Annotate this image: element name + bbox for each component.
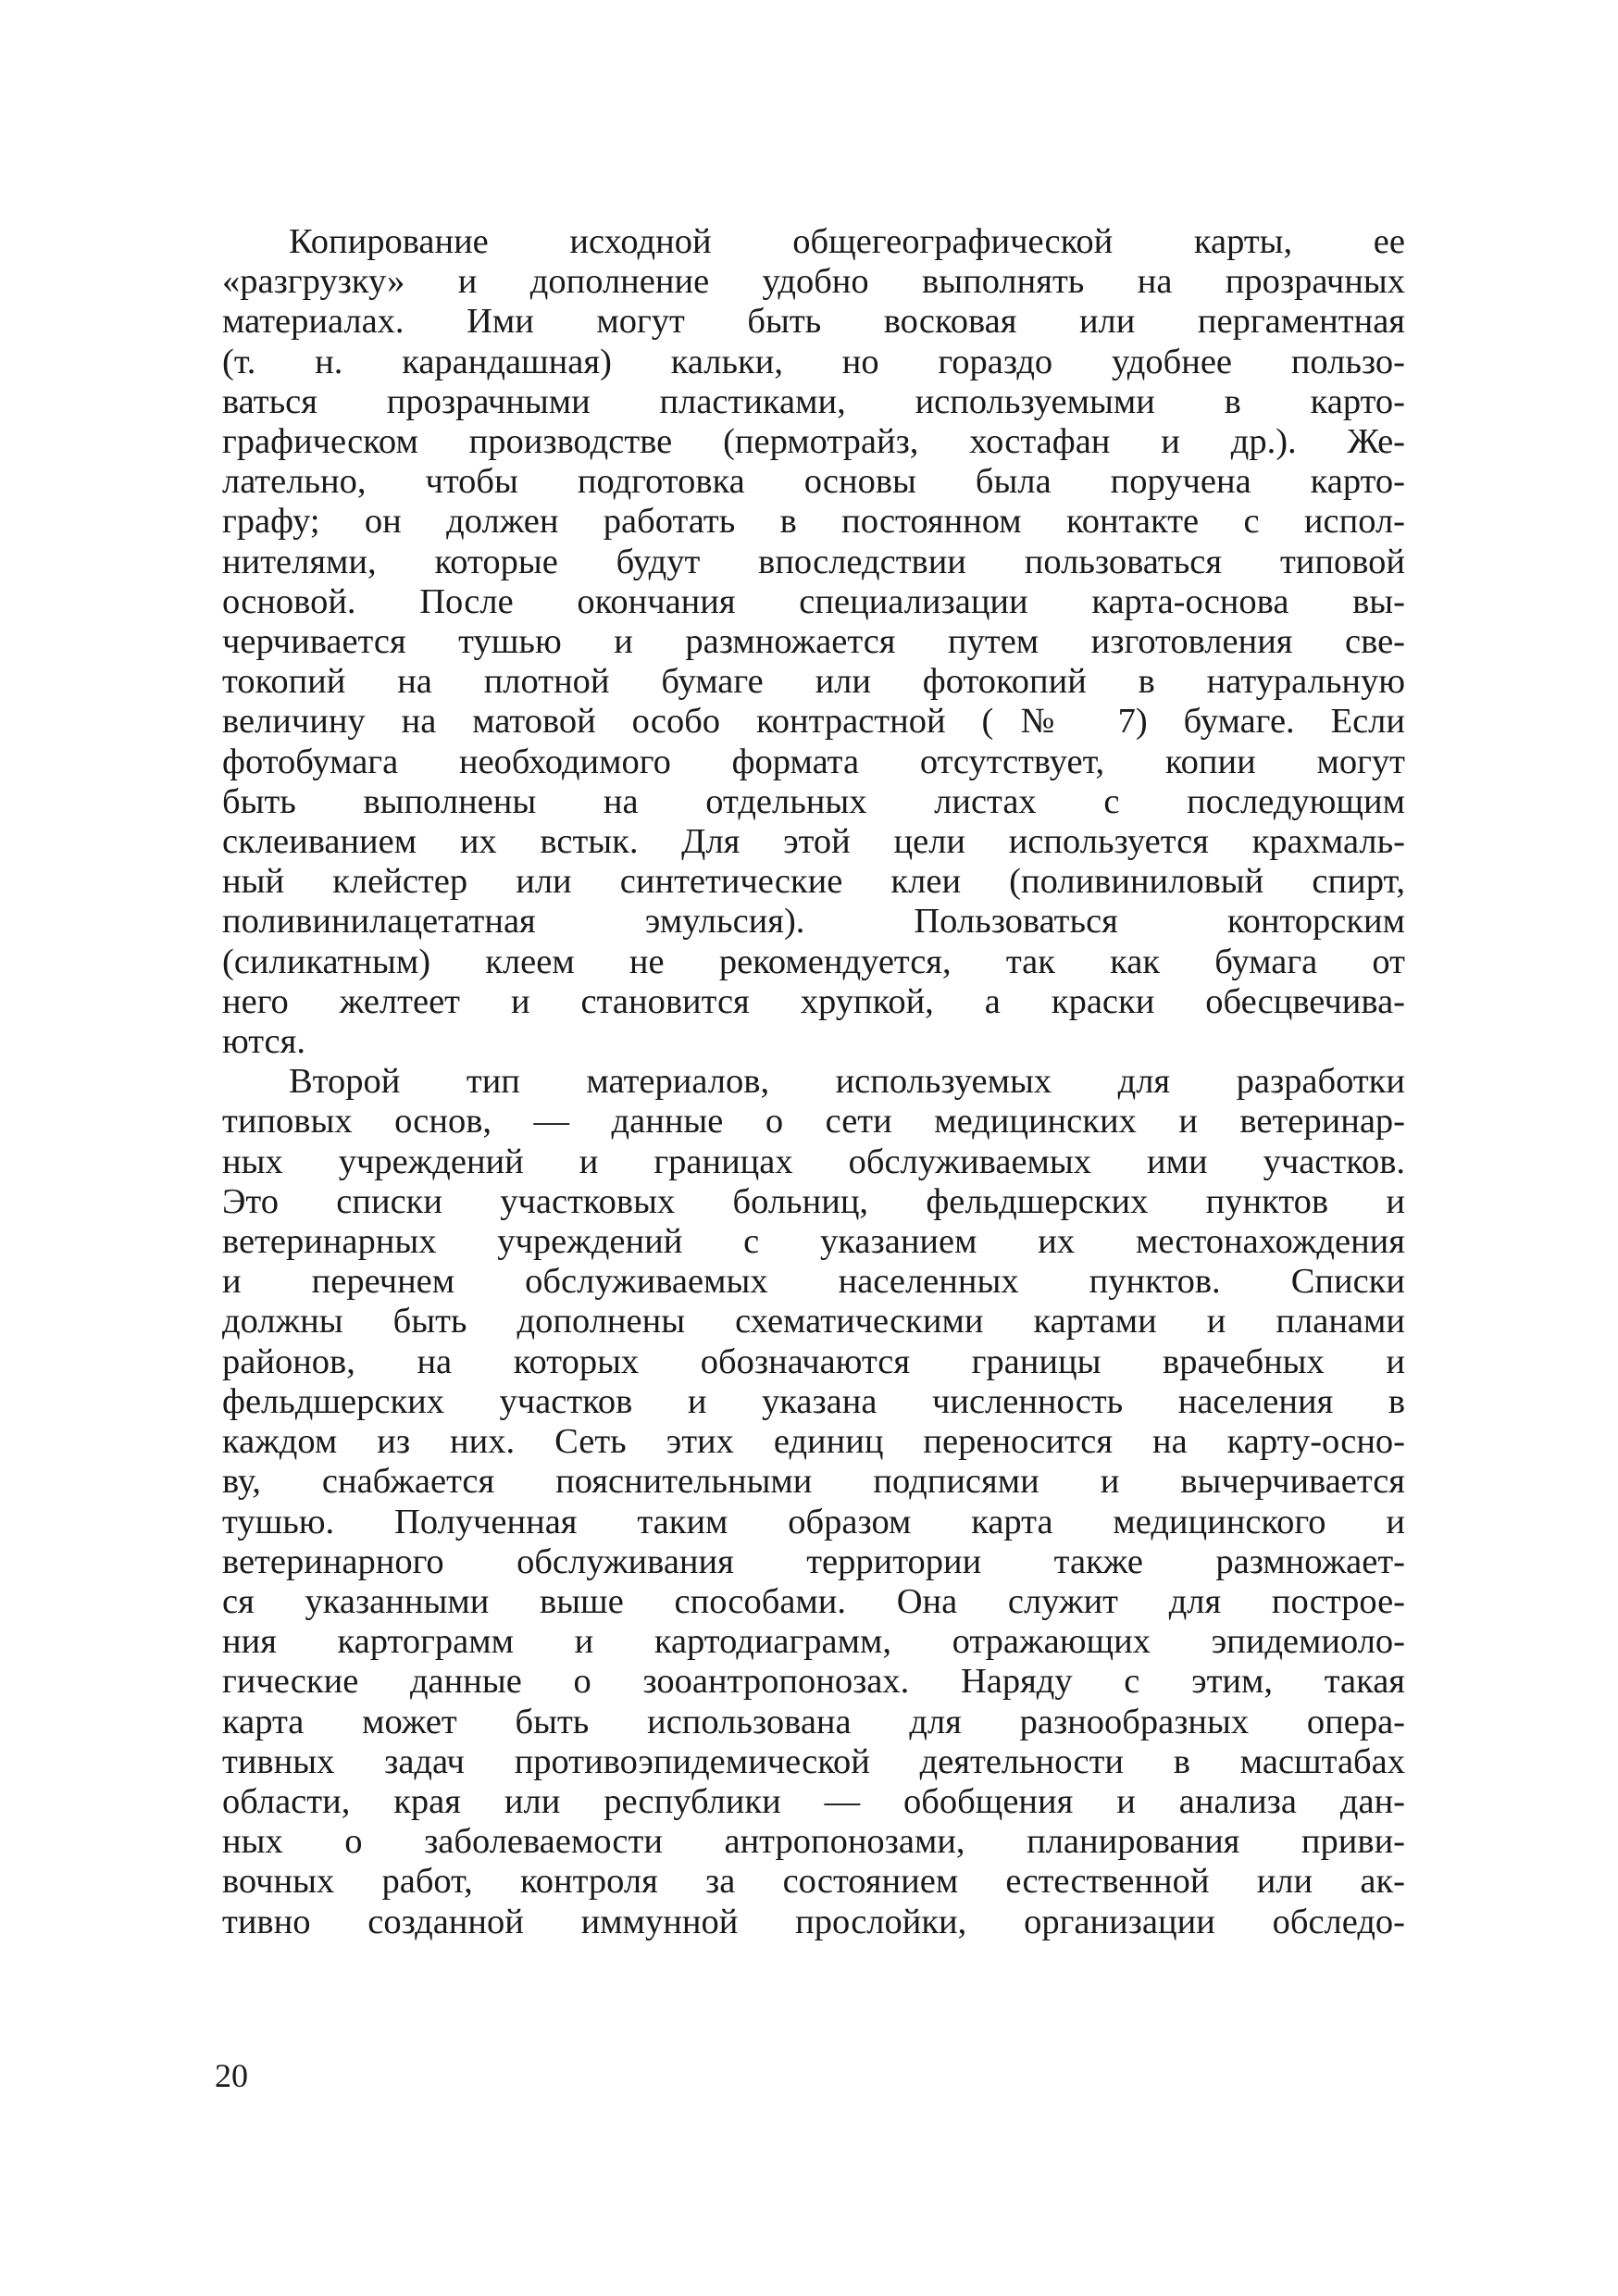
text-line: фотобумага необходимого формата отсутствует, копии могут — [222, 742, 1405, 781]
text-line: поливинилацетатная эмульсия). Пользоваться конторским — [222, 902, 1405, 942]
text-line: тивно созданной иммунной прослойки, организации обследо- — [222, 1902, 1405, 1941]
text-line: токопий на плотной бумаге или фотокопий в натуральную — [222, 662, 1405, 702]
text-line: ный клейстер или синтетические клеи (поливиниловый спирт, — [222, 862, 1405, 902]
text-line: ву, снабжается пояснительными подписями и вычерчивается — [222, 1462, 1405, 1502]
text-line: карта может быть использована для разнообразных опера- — [222, 1702, 1405, 1741]
text-line: графу; он должен работать в постоянном контакте с испол- — [222, 502, 1405, 542]
text-line: и перечнем обслуживаемых населенных пунктов. Списки — [222, 1262, 1405, 1302]
body-text — [222, 222, 1405, 1942]
text-line: тушью. Полученная таким образом карта медицинского и — [222, 1502, 1405, 1541]
text-line: ния картограмм и картодиаграмм, отражающих эпидемиоло- — [222, 1622, 1405, 1662]
text-line: склеиванием их встык. Для этой цели используется крахмаль- — [222, 822, 1405, 862]
text-line: графическом производстве (пермотрайз, хостафан и др.). Же- — [222, 422, 1405, 462]
text-line: ных о заболеваемости антропонозами, планирования приви- — [222, 1822, 1405, 1862]
text-line: основой. После окончания специализации карта-основа вы- — [222, 581, 1405, 621]
text-line: фельдшерских участков и указана численность населения в — [222, 1381, 1405, 1421]
page-number: 20 — [215, 2057, 248, 2094]
text-line: ных учреждений и границах обслуживаемых ими участков. — [222, 1142, 1405, 1181]
text-line: него желтеет и становится хрупкой, а краски обесцвечива- — [222, 981, 1405, 1021]
paragraph-1 — [222, 222, 1405, 1062]
text-line: гические данные о зооантропонозах. Наряду с этим, такая — [222, 1662, 1405, 1702]
text-line: должны быть дополнены схематическими картами и планами — [222, 1302, 1405, 1341]
text-line: Копирование исходной общегеографической карты, ее — [289, 222, 1405, 261]
text-line: ся указанными выше способами. Она служит для построе- — [222, 1581, 1405, 1621]
text-line: величину на матовой особо контрастной (№ 7) бумаге. Если — [222, 702, 1405, 742]
text-line: ветеринарных учреждений с указанием их местонахождения — [222, 1222, 1405, 1262]
text-line: вочных работ, контроля за состоянием естественной или ак- — [222, 1862, 1405, 1902]
text-line: (т. н. карандашная) кальки, но гораздо удобнее пользо- — [222, 342, 1405, 381]
text-line: каждом из них. Сеть этих единиц переносится на карту-осно- — [222, 1422, 1405, 1462]
text-line: «разгрузку» и дополнение удобно выполнять на прозрачных — [222, 262, 1405, 302]
text-line: районов, на которых обозначаются границы врачебных и — [222, 1341, 1405, 1381]
text-line: черчивается тушью и размножается путем изготовления све- — [222, 622, 1405, 662]
text-line: Второй тип материалов, используемых для разработки — [289, 1062, 1405, 1102]
paragraph-2 — [222, 1062, 1405, 1941]
text-line: ветеринарного обслуживания территории также размножает- — [222, 1541, 1405, 1581]
text-line: Это списки участковых больниц, фельдшерских пунктов и — [222, 1181, 1405, 1221]
text-line: тивных задач противоэпидемической деятельности в масштабах — [222, 1741, 1405, 1781]
text-line: (силикатным) клеем не рекомендуется, так как бумага от — [222, 942, 1405, 981]
text-line: области, края или республики — обобщения и анализа дан- — [222, 1781, 1405, 1821]
text-line: нителями, которые будут впоследствии пользоваться типовой — [222, 542, 1405, 581]
text-line: материалах. Ими могут быть восковая или пергаментная — [222, 302, 1405, 342]
text-line: типовых основ, — данные о сети медицинских и ветеринар- — [222, 1102, 1405, 1142]
text-line: быть выполнены на отдельных листах с последующим — [222, 781, 1405, 821]
text-line: ются. — [222, 1022, 305, 1062]
text-line: лательно, чтобы подготовка основы была поручена карто- — [222, 462, 1405, 502]
text-line: ваться прозрачными пластиками, используемыми в карто- — [222, 381, 1405, 421]
